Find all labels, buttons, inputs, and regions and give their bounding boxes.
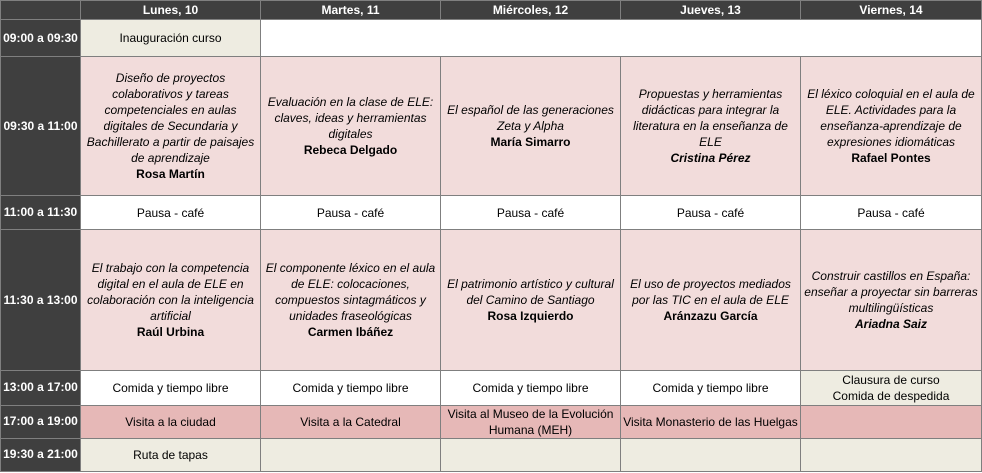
lunch-cell: Comida y tiempo libre: [261, 370, 441, 405]
day-header: Jueves, 13: [621, 1, 801, 20]
session-title: Propuestas y herramientas didácticas para integrar la literatura en la enseñanza de ELE: [633, 87, 788, 150]
session-title: El patrimonio artístico y cultural del Camino de Santiago: [447, 277, 614, 308]
time-slot: 11:00 a 11:30: [1, 196, 81, 230]
session-title: El español de las generaciones Zeta y Alpha: [447, 103, 614, 134]
session-cell: [261, 230, 441, 370]
session-speaker: Raúl Urbina: [136, 325, 205, 340]
schedule-row: [1, 196, 982, 230]
session-cell: [441, 57, 621, 196]
session-cell: [81, 57, 261, 196]
empty-cell: [801, 438, 982, 471]
session-speaker: Carmen Ibáñez: [307, 325, 394, 340]
session-cell: [621, 57, 801, 196]
time-slot: 09:00 a 09:30: [1, 20, 81, 57]
break-cell: Pausa - café: [261, 196, 441, 230]
visit-cell: Visita a la Catedral: [261, 405, 441, 438]
schedule-row: [1, 230, 982, 370]
break-cell: Pausa - café: [621, 196, 801, 230]
empty-cell: [441, 438, 621, 471]
session-speaker: Ariadna Saiz: [854, 317, 928, 332]
empty-cell: [621, 438, 801, 471]
session-speaker: Cristina Pérez: [670, 151, 751, 166]
session-title: Construir castillos en España: enseñar a proyectar sin barreras multilingüísticas: [804, 269, 978, 316]
lunch-cell: Comida y tiempo libre: [621, 370, 801, 405]
time-slot: 17:00 a 19:00: [1, 405, 81, 438]
day-header: Martes, 11: [261, 1, 441, 20]
visit-cell: Visita Monasterio de las Huelgas: [621, 405, 801, 438]
lunch-cell: Comida y tiempo libre: [81, 370, 261, 405]
schedule-row: [1, 438, 982, 471]
session-title: El trabajo con la competencia digital en el aula de ELE en colaboración con la inteligencia artificial: [87, 261, 254, 324]
time-slot: 09:30 a 11:00: [1, 57, 81, 196]
closing-line: Clausura de curso: [842, 372, 940, 387]
schedule-row: [1, 57, 982, 196]
session-cell: [801, 57, 982, 196]
break-cell: Pausa - café: [441, 196, 621, 230]
session-speaker: Rafael Pontes: [851, 151, 931, 166]
empty-cell: [261, 438, 441, 471]
tapas-cell: Ruta de tapas: [81, 438, 261, 471]
session-speaker: Rosa Martín: [136, 167, 205, 182]
session-title: El léxico coloquial en el aula de ELE. Actividades para la enseñanza-aprendizaje de expresiones idiomáticas: [807, 87, 975, 150]
day-header: Miércoles, 12: [441, 1, 621, 20]
empty-cell: [801, 405, 982, 438]
session-title: El uso de proyectos mediados por las TIC en el aula de ELE: [630, 277, 791, 308]
opening-cell: Inauguración curso: [81, 20, 261, 57]
session-title: El componente léxico en el aula de ELE: colocaciones, compuestos sintagmáticos y unidades fraseológicas: [265, 261, 436, 324]
header-corner: [1, 1, 81, 20]
schedule-row: [1, 20, 982, 57]
session-cell: [621, 230, 801, 370]
session-cell: [261, 57, 441, 196]
session-speaker: Rebeca Delgado: [303, 143, 398, 158]
session-title: Diseño de proyectos colaborativos y tareas competenciales en aulas digitales de Secundaria y Bachillerato a partir de paisajes de aprendizaje: [86, 71, 255, 166]
closing-cell: [801, 370, 982, 405]
day-header: Lunes, 10: [81, 1, 261, 20]
visit-cell: Visita a la ciudad: [81, 405, 261, 438]
session-title: Evaluación en la clase de ELE: claves, ideas y herramientas digitales: [267, 95, 434, 142]
break-cell: Pausa - café: [801, 196, 982, 230]
session-speaker: Aránzazu García: [663, 309, 758, 324]
time-slot: 13:00 a 17:00: [1, 370, 81, 405]
visit-cell: Visita al Museo de la Evolución Humana (MEH): [441, 405, 621, 438]
schedule-row: [1, 405, 982, 438]
time-slot: 19:30 a 21:00: [1, 438, 81, 471]
session-cell: [81, 230, 261, 370]
break-cell: Pausa - café: [81, 196, 261, 230]
time-slot: 11:30 a 13:00: [1, 230, 81, 370]
day-header: Viernes, 14: [801, 1, 982, 20]
schedule-row: [1, 370, 982, 405]
closing-line: Comida de despedida: [832, 388, 950, 403]
lunch-cell: Comida y tiempo libre: [441, 370, 621, 405]
header-row: [1, 1, 982, 20]
session-speaker: María Simarro: [490, 135, 571, 150]
empty-cell: [261, 20, 982, 57]
session-speaker: Rosa Izquierdo: [487, 309, 574, 324]
session-cell: [441, 230, 621, 370]
session-cell: [801, 230, 982, 370]
